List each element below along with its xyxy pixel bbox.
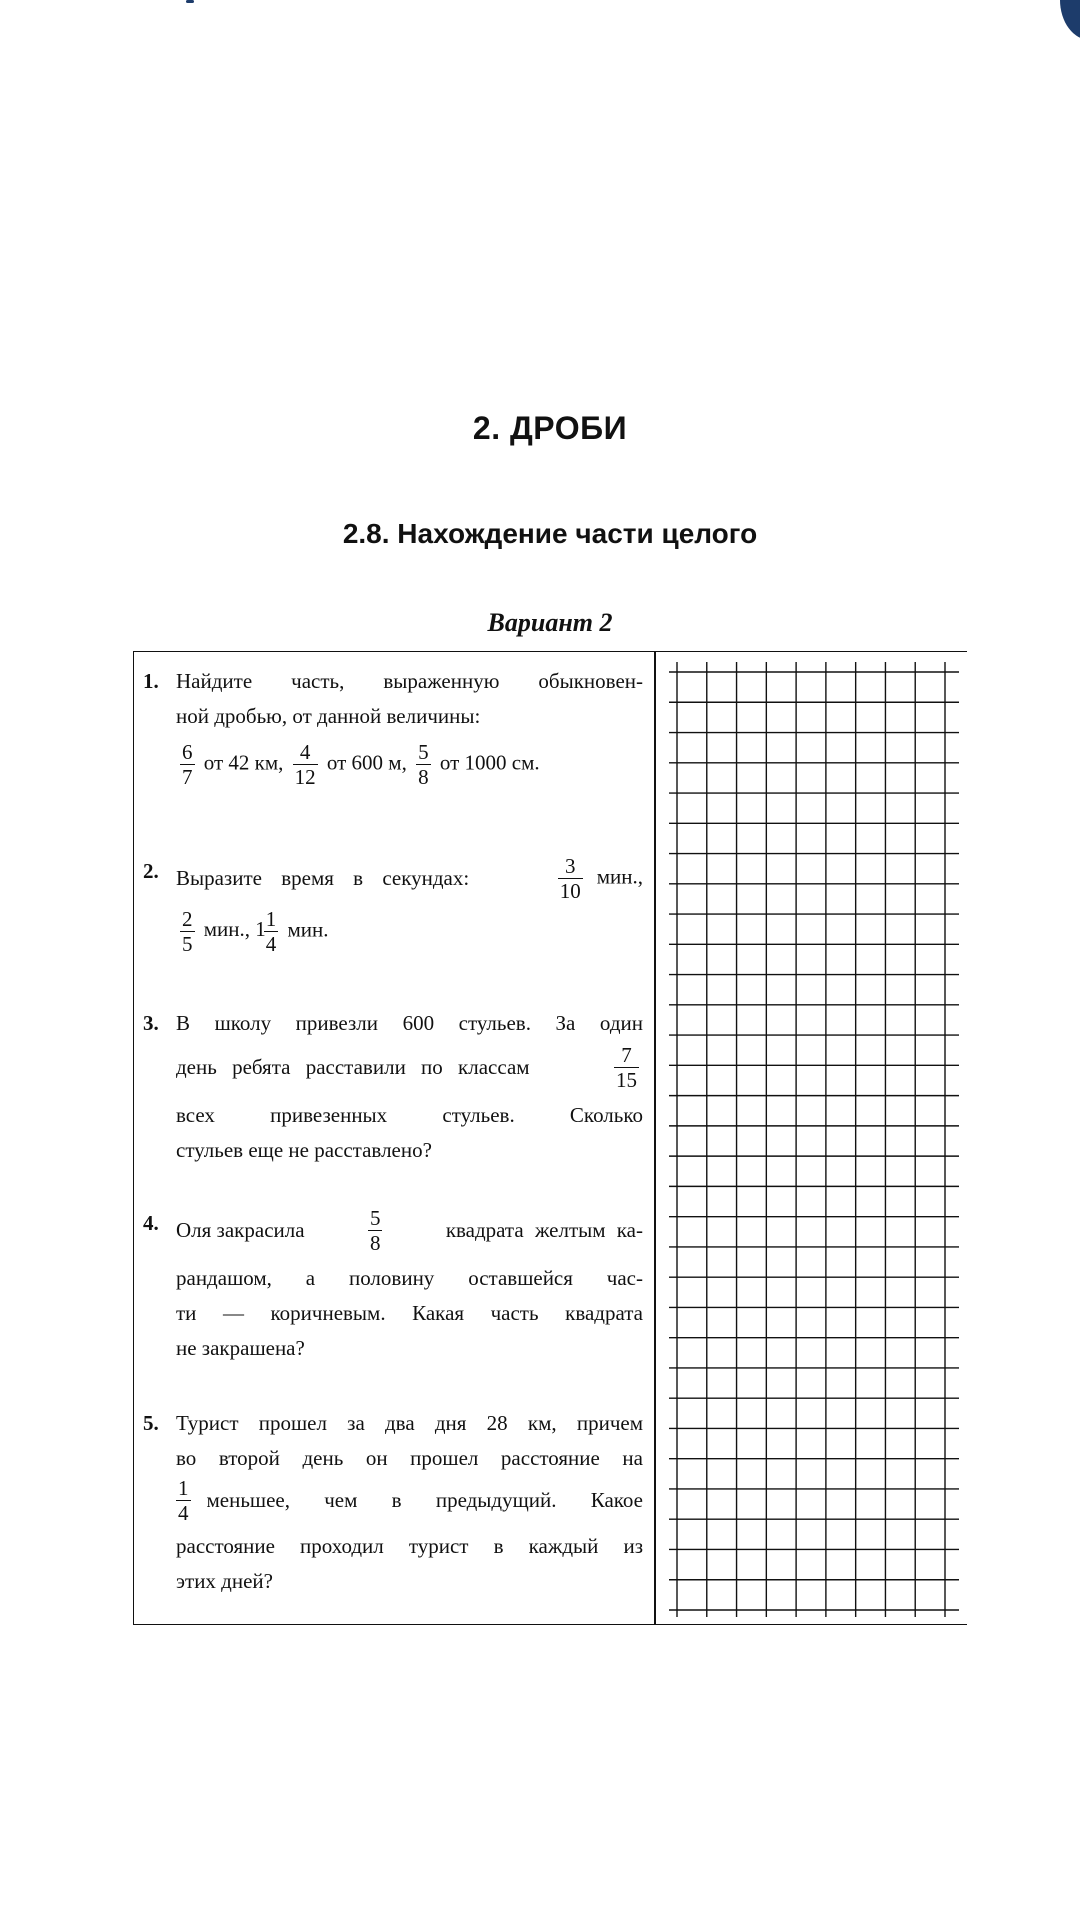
task-number: 3.: [143, 1011, 159, 1035]
fraction: $\frac{7}{15}$: [616, 1043, 637, 1092]
task-text: всех привезенных стульев. Сколько: [176, 1103, 643, 1127]
fraction: $\frac{5}{8}$: [369, 1206, 381, 1255]
section-title: 2.8. Нахождение части целого: [342, 518, 758, 549]
fraction: $\frac{1}{4}$: [178, 1476, 189, 1525]
task-text: В школу привезли 600 стульев. За один: [176, 1011, 643, 1035]
fraction: $\frac{3}{10}$: [559, 854, 581, 903]
page-corner-mark: [1060, 0, 1080, 40]
task-1: [143, 664, 643, 854]
variant-title: Вариант 2: [487, 608, 613, 637]
task-text: $\frac{2}{5}$ мин., 1 $\frac{1}{4}$ мин.: [182, 907, 329, 956]
chapter-title: 2. ДРОБИ: [472, 410, 628, 446]
task-text: ной дробью, от данной величины:: [176, 704, 481, 728]
worksheet-divider: [654, 651, 656, 1625]
task-text: ти — коричневым. Какая часть квадрата: [176, 1301, 643, 1325]
task-text: этих дней?: [176, 1569, 273, 1593]
task-number: 1.: [143, 669, 159, 693]
fraction: $\frac{6}{7}$: [182, 740, 193, 789]
task-text: $\frac{1}{4}$ меньшее, чем в предыдущий. Какое: [178, 1476, 643, 1525]
fraction: $\frac{2}{5}$: [182, 907, 193, 956]
fraction: $\frac{4}{12}$: [294, 740, 316, 789]
task-number: 2.: [143, 859, 159, 883]
task-3: [143, 1006, 643, 1206]
task-text: Оля закрасила $\frac{5}{8}$ квадрата желтым ка-: [176, 1206, 643, 1255]
fraction: $\frac{1}{4}$: [265, 907, 277, 956]
task-2: [143, 854, 643, 1006]
task-text: $\frac{6}{7}$ от 42 км, $\frac{4}{12}$ от 600 м, $\frac{5}{8}$ от 1000 см.: [182, 740, 540, 789]
task-text: Выразите время в секундах: $\frac{3}{10}$ мин.,: [176, 854, 643, 903]
fraction: $\frac{5}{8}$: [418, 740, 429, 789]
task-5: [143, 1406, 643, 1599]
task-text: не закрашена?: [176, 1336, 305, 1360]
task-text: Найдите часть, выраженную обыкновен-: [176, 669, 643, 693]
task-text: расстояние проходил турист в каждый из: [176, 1534, 643, 1558]
task-number: 5.: [143, 1411, 159, 1435]
page-dot-mark: [186, 0, 194, 3]
task-text: во второй день он прошел расстояние на: [176, 1446, 643, 1470]
task-text: Турист прошел за два дня 28 км, причем: [176, 1411, 643, 1435]
task-text: день ребята расставили по классам $\frac{7}{15}$: [176, 1043, 637, 1092]
task-list: [143, 664, 643, 1599]
task-number: 4.: [143, 1211, 159, 1235]
task-text: рандашом, а половину оставшейся час-: [176, 1266, 643, 1290]
answer-grid: [669, 662, 959, 1617]
task-4: [143, 1206, 643, 1406]
task-text: стульев еще не расставлено?: [176, 1138, 432, 1162]
